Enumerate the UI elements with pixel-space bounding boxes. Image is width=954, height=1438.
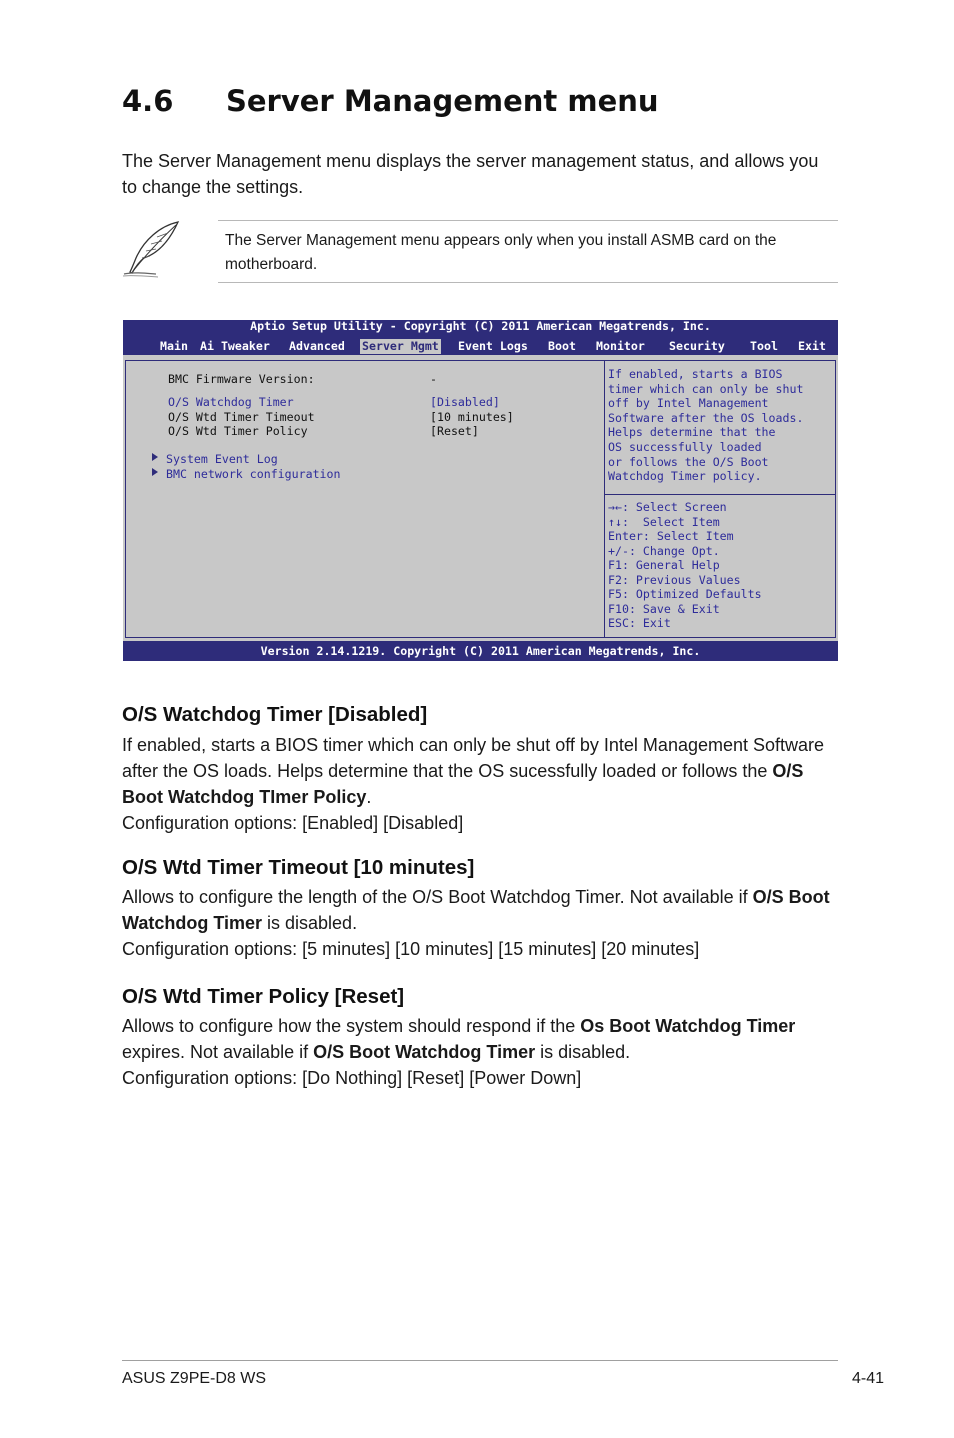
submenu-arrow-icon	[152, 453, 158, 461]
option-text-bold: O/S Boot Watchdog TImer Policy	[122, 761, 804, 807]
section-title	[122, 84, 659, 118]
footer-model: ASUS Z9PE-D8 WS	[122, 1370, 267, 1387]
bios-tab-main[interactable]: Main	[160, 339, 188, 353]
wtd-policy-label[interactable]: O/S Wtd Timer Policy	[168, 424, 308, 438]
option-text: is disabled.	[262, 913, 358, 933]
bios-tab-advanced[interactable]: Advanced	[289, 339, 345, 353]
bios-key-esc: ESC: Exit	[608, 616, 671, 630]
bios-title-bar: Aptio Setup Utility - Copyright (C) 2011 American Megatrends, Inc.	[123, 320, 838, 338]
bios-key-select-item: ↑↓: Select Item	[608, 514, 720, 529]
option-text: Allows to configure how the system should respond if the	[122, 1016, 581, 1036]
bios-tab-boot[interactable]: Boot	[548, 339, 576, 353]
wtd-timeout-label[interactable]: O/S Wtd Timer Timeout	[168, 410, 315, 424]
section-heading: Server Management menu	[226, 84, 659, 118]
option-config: Configuration options: [Do Nothing] [Reset] [Power Down]	[122, 1068, 582, 1088]
bmc-firmware-label: BMC Firmware Version:	[168, 372, 315, 386]
option-heading: O/S Wtd Timer Timeout [10 minutes]	[122, 856, 475, 879]
watchdog-timer-value[interactable]: [Disabled]	[430, 395, 500, 409]
option-heading: O/S Wtd Timer Policy [Reset]	[122, 985, 405, 1008]
option-config: Configuration options: [5 minutes] [10 minutes] [15 minutes] [20 minutes]	[122, 939, 700, 959]
quill-note-icon	[120, 218, 186, 278]
bios-key-f2: F2: Previous Values	[608, 572, 741, 587]
bios-tab-event-logs[interactable]: Event Logs	[458, 339, 528, 353]
bios-help-line: OS successfully loaded	[608, 440, 762, 454]
bios-key-f1: F1: General Help	[608, 558, 720, 572]
bios-menu-bar	[123, 338, 838, 355]
bios-key-change-opt: +/-: Change Opt.	[608, 543, 720, 558]
bmc-firmware-value: -	[430, 372, 437, 386]
option-description	[122, 732, 842, 836]
footer-rule	[122, 1360, 838, 1361]
note-bottom-rule	[218, 282, 838, 283]
footer-page-number: 4-41	[851, 1370, 884, 1387]
bios-key-select-screen: →←: Select Screen	[608, 500, 727, 514]
submenu-arrow-icon	[152, 468, 158, 476]
bios-help-line: If enabled, starts a BIOS	[608, 367, 783, 381]
wtd-policy-value[interactable]: [Reset]	[430, 424, 479, 438]
option-text: .	[366, 787, 372, 807]
bios-panel-divider	[604, 361, 605, 637]
bios-help-line: off by Intel Management	[608, 396, 769, 411]
bios-help-line: Software after the OS loads.	[608, 410, 804, 425]
bios-key-f5: F5: Optimized Defaults	[608, 587, 762, 601]
wtd-timeout-value[interactable]: [10 minutes]	[430, 410, 514, 424]
option-text: is disabled.	[535, 1042, 631, 1062]
bios-help-line: Watchdog Timer policy.	[608, 469, 762, 484]
option-config: Configuration options: [Enabled] [Disabled]	[122, 813, 464, 833]
option-description	[122, 1013, 842, 1091]
section-number: 4.6	[122, 84, 174, 118]
option-heading: O/S Watchdog Timer [Disabled]	[122, 703, 428, 726]
bios-tab-tool[interactable]: Tool	[750, 339, 778, 353]
option-text: If enabled, starts a BIOS timer which can only be shut off by Intel Management Software after the OS loads. Helps determine that the OS sucessfully loaded or follows the	[122, 735, 825, 781]
bios-key-enter: Enter: Select Item	[608, 529, 734, 543]
bios-tab-monitor[interactable]: Monitor	[596, 339, 645, 353]
bios-key-f10: F10: Save & Exit	[608, 601, 720, 616]
submenu-bmc-network[interactable]: BMC network configuration	[166, 467, 341, 481]
option-text-bold: O/S Boot Watchdog Timer	[122, 887, 830, 933]
option-text-bold: O/S Boot Watchdog Timer	[313, 1042, 536, 1062]
bios-footer-bar: Version 2.14.1219. Copyright (C) 2011 American Megatrends, Inc.	[123, 641, 838, 661]
bios-help-line: timer which can only be shut	[608, 381, 804, 396]
note-text: The Server Management menu appears only when you install ASMB card on the motherboard.	[225, 232, 777, 273]
option-text-bold: Os Boot Watchdog Timer	[580, 1016, 796, 1036]
option-text: Allows to configure the length of the O/S Boot Watchdog Timer. Not available if	[122, 887, 753, 907]
bios-tab-security[interactable]: Security	[669, 339, 725, 353]
bios-help-line: or follows the O/S Boot	[608, 454, 769, 469]
submenu-system-event-log[interactable]: System Event Log	[166, 452, 278, 466]
note-top-rule	[218, 220, 838, 221]
bios-screen	[123, 320, 838, 661]
option-text: expires. Not available if	[122, 1042, 314, 1062]
bios-help-divider	[604, 494, 835, 495]
watchdog-timer-label[interactable]: O/S Watchdog Timer	[168, 395, 294, 409]
intro-paragraph: The Server Management menu displays the server management status, and allows you to change the settings.	[122, 151, 819, 197]
bios-tab-ai-tweaker[interactable]: Ai Tweaker	[200, 339, 270, 353]
bios-tab-exit[interactable]: Exit	[798, 339, 826, 353]
bios-help-line: Helps determine that the	[608, 425, 776, 440]
bios-tab-server-mgmt[interactable]: Server Mgmt	[362, 339, 439, 353]
option-description	[122, 884, 842, 962]
